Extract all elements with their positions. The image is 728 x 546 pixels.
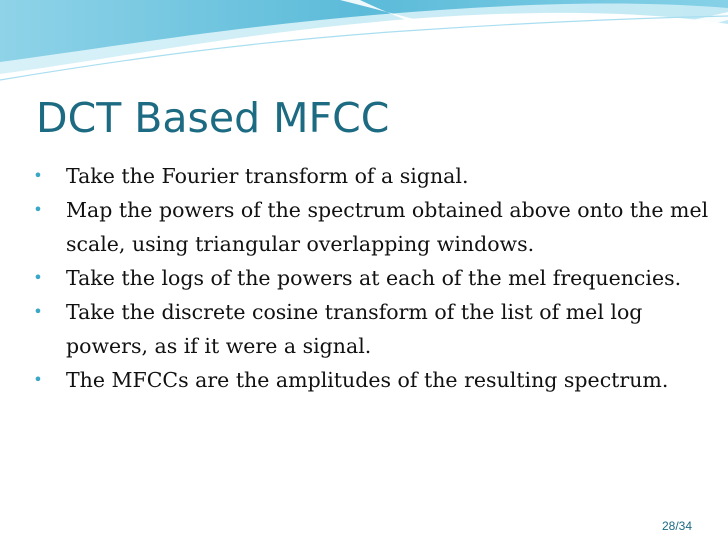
bullet-dot-icon: • — [33, 302, 43, 321]
bullet-item — [22, 159, 712, 193]
bullet-item — [22, 193, 712, 261]
bullet-dot-icon: • — [33, 200, 43, 219]
bullet-text: Take the discrete cosine transform of the list of mel log powers, as if it were a signal. — [66, 300, 643, 358]
bullet-item — [22, 261, 712, 295]
header-wave-decoration — [0, 0, 728, 90]
bullet-text: The MFCCs are the amplitudes of the resulting spectrum. — [66, 368, 669, 392]
bullet-dot-icon: • — [33, 268, 43, 287]
bullet-dot-icon: • — [33, 370, 43, 389]
bullet-item — [22, 363, 712, 397]
page-number: 28/34 — [662, 519, 693, 533]
bullet-text: Map the powers of the spectrum obtained above onto the mel scale, using triangular overlapping windows. — [66, 198, 709, 256]
bullet-text: Take the logs of the powers at each of the mel frequencies. — [66, 266, 682, 290]
bullet-text: Take the Fourier transform of a signal. — [66, 164, 469, 188]
slide-title: DCT Based MFCC — [36, 94, 390, 142]
bullet-list — [22, 159, 712, 397]
bullet-dot-icon: • — [33, 166, 43, 185]
bullet-item — [22, 295, 712, 363]
